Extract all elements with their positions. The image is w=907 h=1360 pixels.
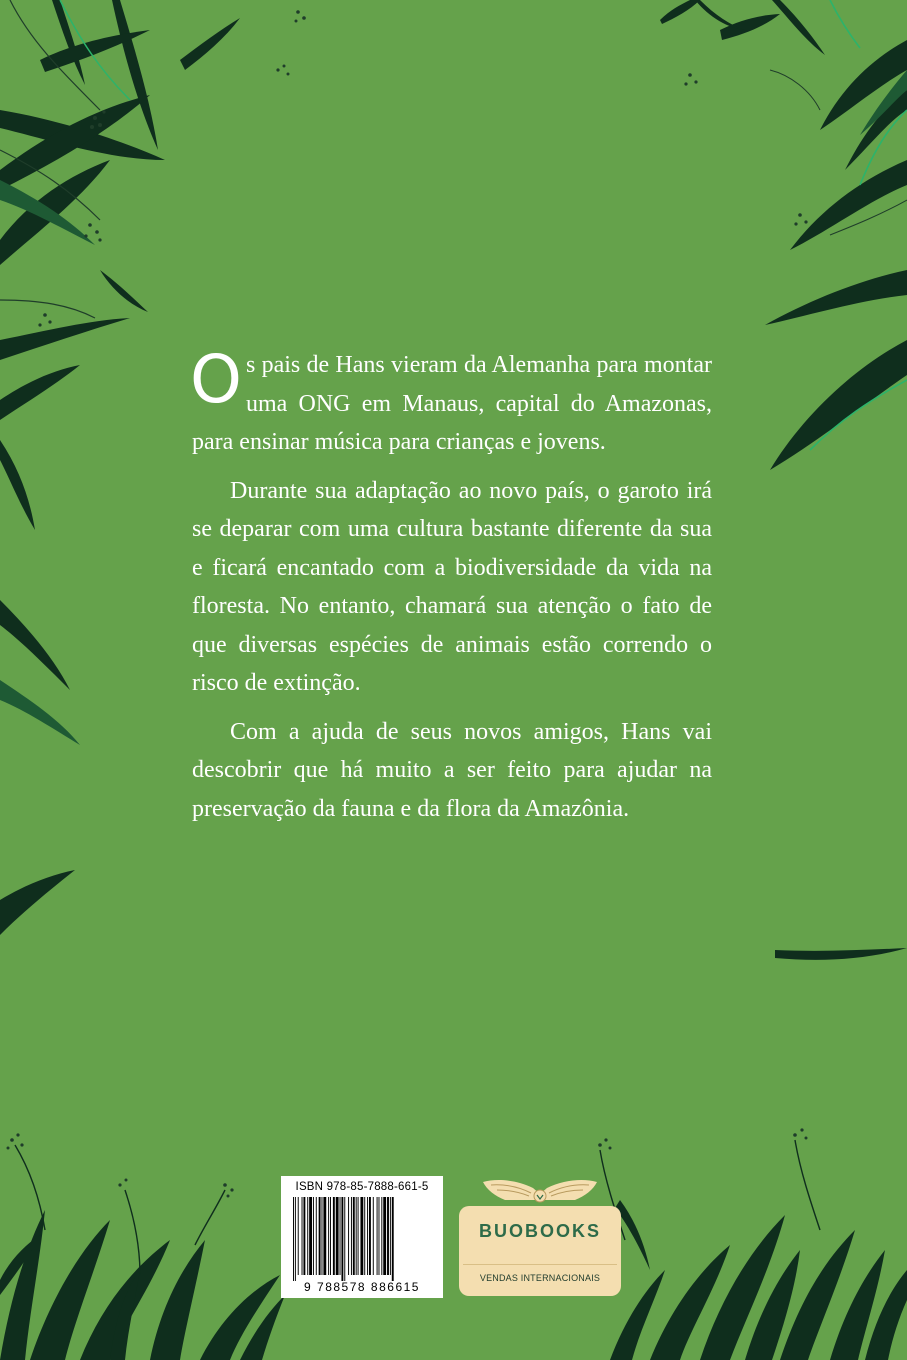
isbn-label: ISBN 978-85-7888-661-5 bbox=[295, 1181, 429, 1193]
publisher-brand: BUOBOOKS bbox=[478, 1221, 601, 1241]
drop-cap: O bbox=[190, 341, 242, 418]
publisher-tagline: VENDAS INTERNACIONAIS bbox=[479, 1273, 601, 1283]
blurb-paragraph-3: Com a ajuda de seus novos amigos, Hans vai descobrir que há muito a ser feito para ajudar na preservação da fauna e da flora da Amazônia. bbox=[192, 718, 712, 822]
ean-digits: 9 788578 886615 bbox=[304, 1280, 420, 1294]
blurb-paragraph-1 bbox=[190, 341, 712, 462]
blurb-paragraph-1-text: s pais de Hans vieram da Alemanha para montar uma ONG em Manaus, capital do Amazonas, para ensinar música para crianças e jovens. bbox=[192, 352, 712, 455]
barcode-bars bbox=[293, 1197, 431, 1281]
isbn-barcode bbox=[281, 1176, 443, 1298]
blurb-paragraph-2: Durante sua adaptação ao novo país, o garoto irá se deparar com uma cultura bastante diferente da sua e ficará encantado com a biodiversidade da vida na floresta. No entanto, chamará sua atenção o fato de que diversas espécies de animais estão correndo o risco de extinção. bbox=[192, 477, 712, 696]
back-cover-blurb bbox=[190, 341, 712, 838]
publisher-logo bbox=[457, 1176, 623, 1298]
